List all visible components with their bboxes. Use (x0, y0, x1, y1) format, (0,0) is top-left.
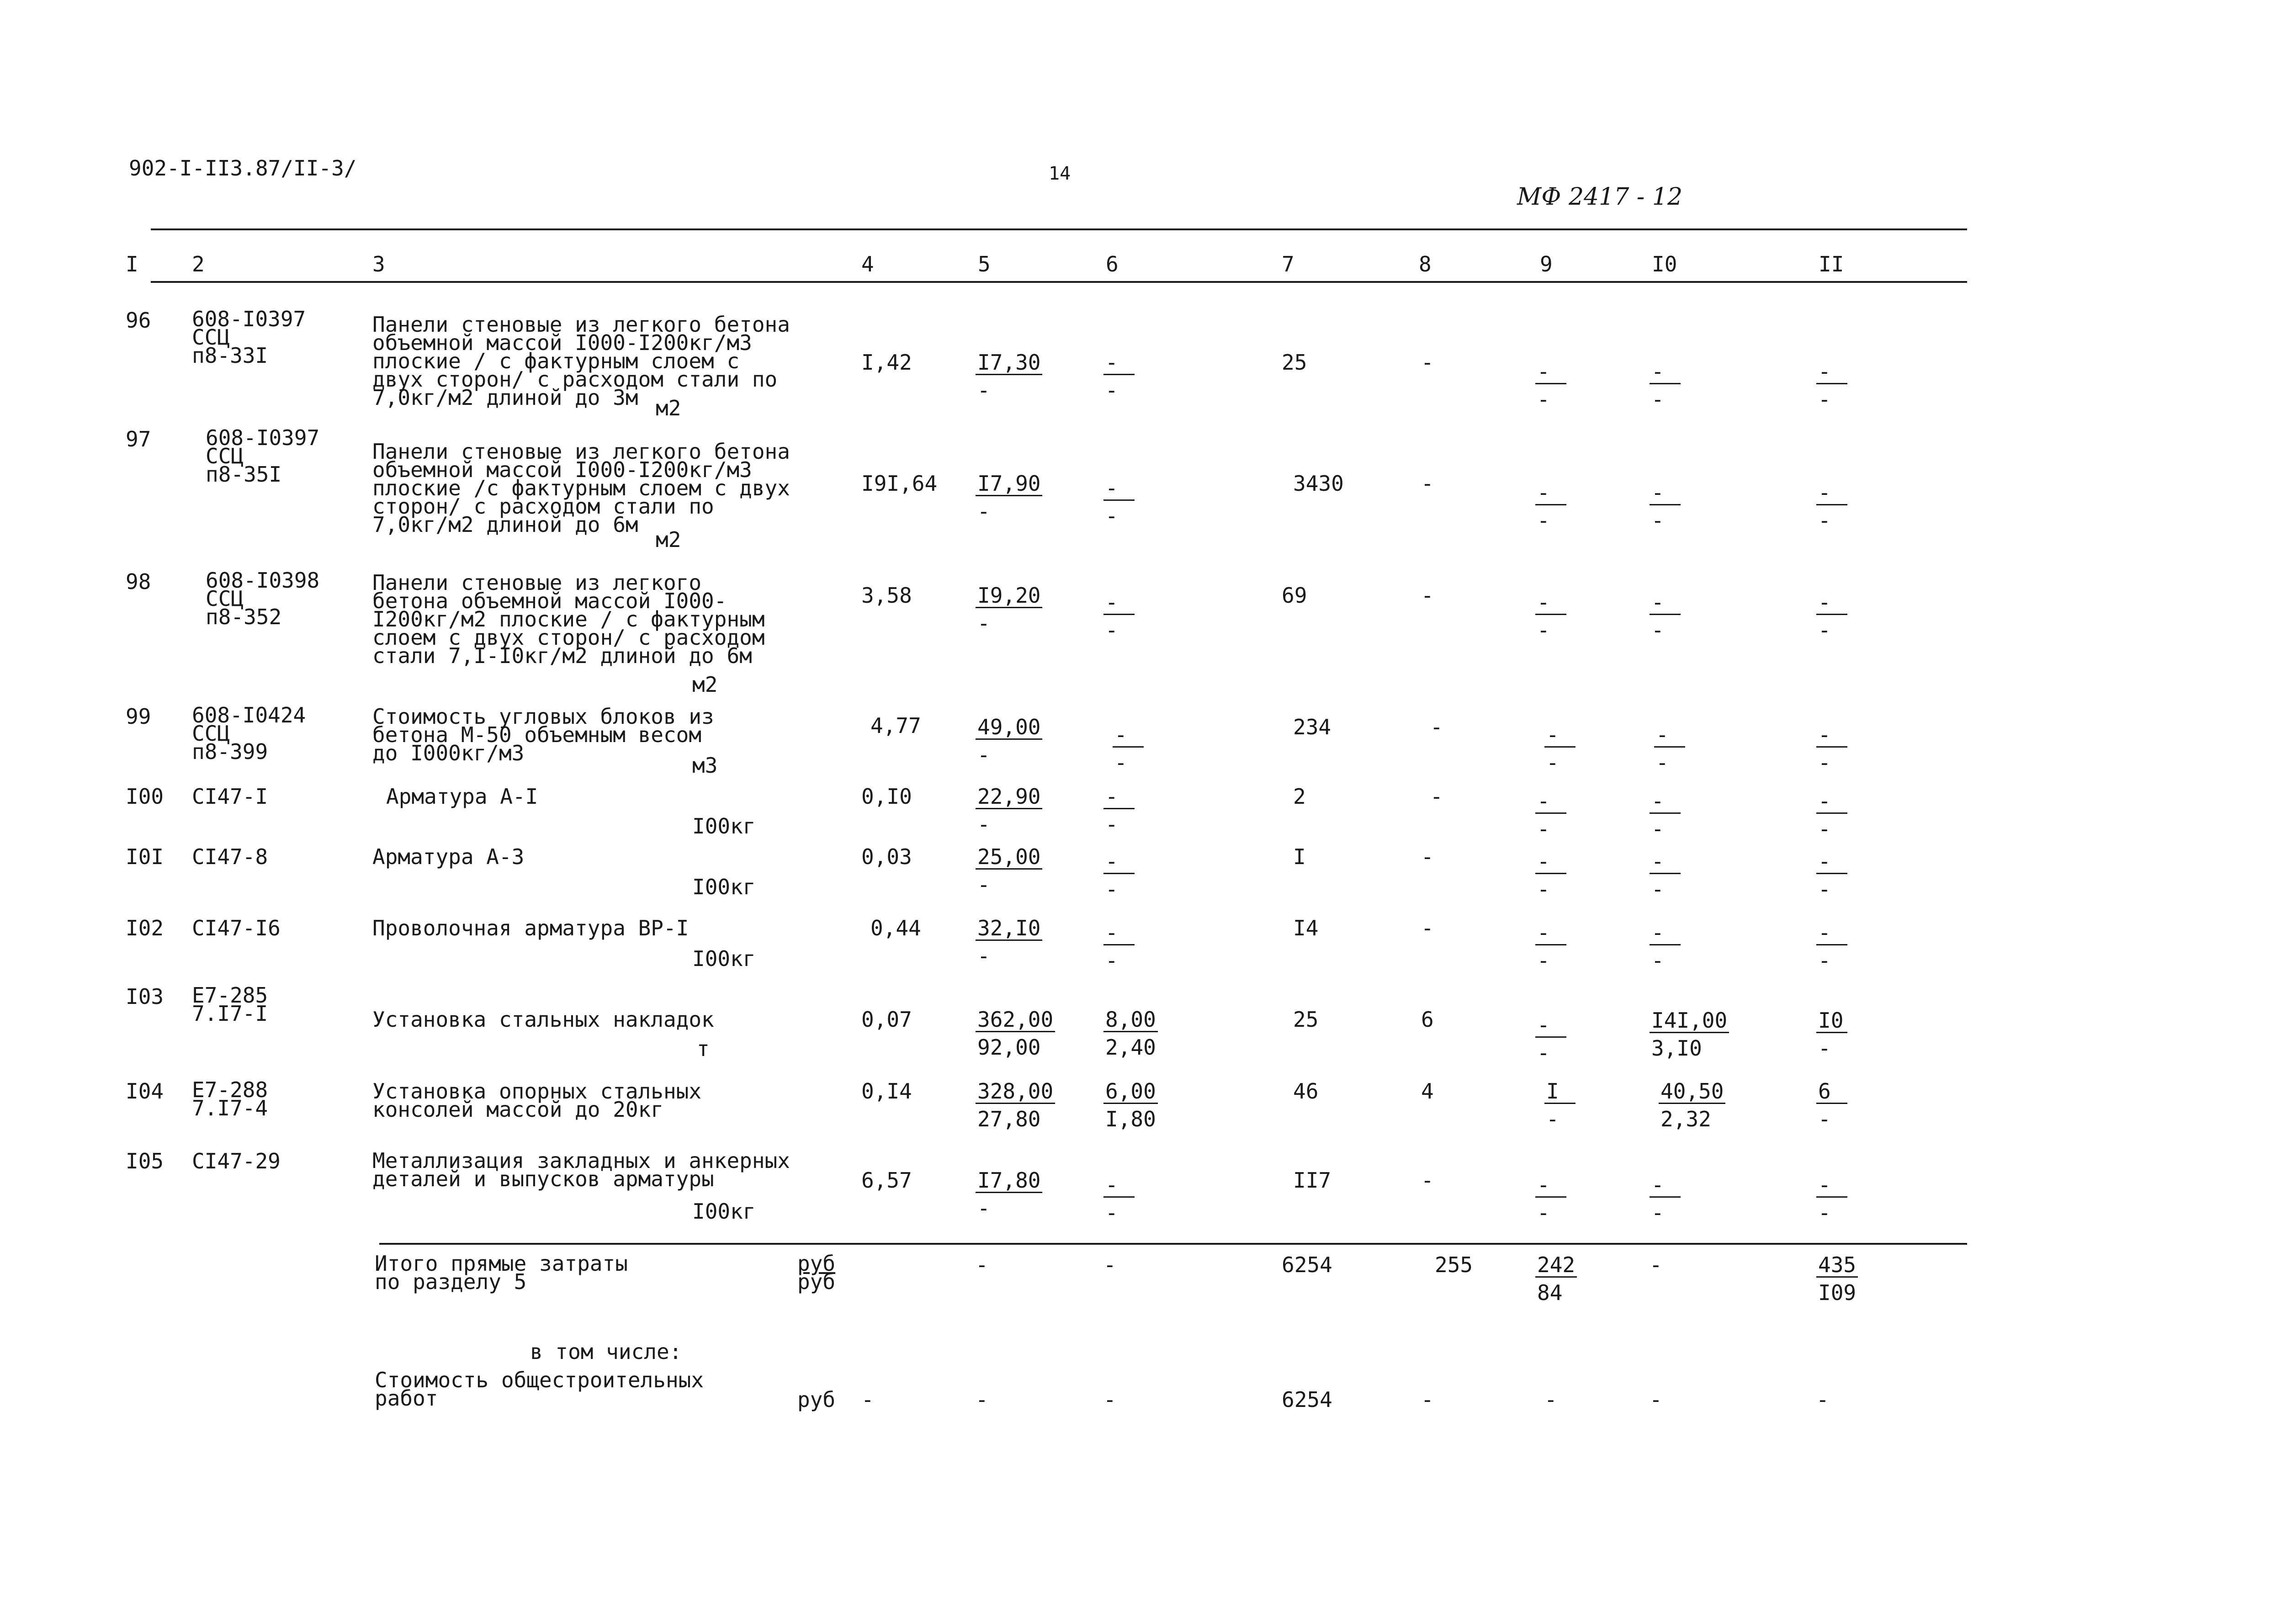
row-number: 97 (126, 427, 151, 451)
col10-value: - - (1650, 791, 1681, 839)
col11-value: - - (1816, 724, 1847, 773)
quantity: 0,07 (861, 1007, 912, 1032)
col6-value: - - (1113, 724, 1144, 773)
col8-value: 6 (1421, 1007, 1434, 1032)
col8-value: - (1421, 583, 1434, 608)
unit-price: $\frac{328,00}{27,80}$ (976, 1081, 1055, 1130)
column-header: I (126, 252, 138, 276)
total-cost: 3430 (1293, 471, 1344, 496)
col6-value: - - (1103, 352, 1135, 401)
unit: т (697, 1036, 710, 1061)
col9-value: I - (1544, 1081, 1575, 1130)
total-cost: I (1293, 844, 1306, 869)
general-works-unit: руб (797, 1387, 836, 1412)
col9-value: - - (1544, 724, 1575, 773)
row-number: 99 (126, 704, 151, 729)
row-number: I00 (126, 784, 164, 809)
row-number: 96 (126, 308, 151, 333)
quantity: 0,I4 (861, 1079, 912, 1104)
unit: м2 (656, 527, 681, 552)
totals-col10: - (1650, 1252, 1662, 1277)
col6-value: $\frac{6,00}{I,80}$ (1103, 1081, 1158, 1130)
column-header: 6 (1106, 252, 1119, 276)
col9-value: - - (1535, 1014, 1566, 1063)
work-description: Панели стеновые из легкого бетона объемной массой I000-I200кг/м3 плоские / с фактурным слоем с двух сторон/ с расходом стали по 7,0кг/м2 длиной до 3м (372, 312, 790, 410)
work-description: Панели стеновые из легкого бетона объемной массой I000-I200кг/м3 плоские /с фактурным слоем с двух сторон/ с расходом стали по 7,0кг/м2 длиной до 6м (372, 439, 790, 537)
general-works-col9: - (1544, 1387, 1557, 1412)
col11-value: - - (1816, 1174, 1847, 1223)
unit: I00кг (692, 946, 756, 971)
totals-col11: $\frac{435}{I09}$ (1816, 1254, 1858, 1303)
unit-price: $\frac{362,00}{92,00}$ (976, 1009, 1055, 1058)
unit: I00кг (692, 875, 756, 899)
work-description: Установка стальных накладок (372, 1007, 714, 1032)
column-header: 4 (861, 252, 874, 276)
unit-price: 25,00 - (976, 846, 1042, 895)
col6-value: - - (1103, 478, 1135, 526)
norm-code: 608-I0397 ССЦ п8-35I (206, 425, 320, 487)
unit: I00кг (692, 814, 756, 839)
unit: м3 (692, 753, 718, 778)
col10-value: - - (1650, 1174, 1681, 1223)
column-header: 2 (192, 252, 205, 276)
table-header-rule (151, 281, 1967, 283)
total-cost: 234 (1293, 715, 1331, 739)
column-header: 3 (372, 252, 385, 276)
table-top-rule (151, 228, 1967, 230)
quantity: I9I,64 (861, 471, 938, 496)
norm-code: CI47-29 (192, 1149, 281, 1173)
row-number: I03 (126, 984, 164, 1009)
col10-value: $\frac{I4I,00}{3,I0}$ (1650, 1010, 1729, 1059)
totals-col5: - (976, 1252, 988, 1277)
col10-value: - - (1650, 922, 1681, 971)
col8-value: - (1430, 784, 1443, 809)
totals-col9: $\frac{242}{84}$ (1535, 1254, 1577, 1303)
col9-value: - - (1535, 922, 1566, 971)
col8-value: - (1430, 715, 1443, 739)
quantity: 6,57 (861, 1168, 912, 1193)
totals-unit: руб руб (797, 1251, 836, 1294)
table-totals-rule (379, 1243, 1967, 1245)
col6-value: - - (1103, 786, 1135, 835)
unit-price: 49,00 - (976, 716, 1042, 765)
quantity: I,42 (861, 350, 912, 375)
col6-value: $\frac{8,00}{2,40}$ (1103, 1009, 1158, 1058)
col10-value: - - (1650, 851, 1681, 900)
total-cost: 25 (1282, 350, 1307, 375)
general-works-col7: 6254 (1282, 1387, 1332, 1412)
page-number: 14 (1049, 163, 1071, 184)
col9-value: - - (1535, 791, 1566, 839)
including-label: в том числе: (530, 1339, 682, 1364)
column-header: II (1819, 252, 1844, 276)
general-works-col4: - (861, 1387, 874, 1412)
work-description: Арматура А-3 (372, 844, 525, 869)
totals-col7: 6254 (1282, 1252, 1332, 1277)
quantity: 4,77 (870, 713, 921, 738)
general-works-col11: - (1816, 1387, 1829, 1412)
quantity: 0,I0 (861, 784, 912, 809)
norm-code: 608-I0398 ССЦ п8-352 (206, 568, 320, 629)
norm-code: CI47-I6 (192, 916, 281, 940)
work-description: Арматура А-I (386, 784, 538, 809)
row-number: I04 (126, 1079, 164, 1104)
col11-value: 6 - (1816, 1081, 1847, 1130)
col8-value: - (1421, 1168, 1434, 1193)
quantity: 0,44 (870, 916, 921, 940)
work-description: Проволочная арматура ВР-I (372, 916, 689, 940)
unit: I00кг (692, 1199, 756, 1224)
totals-col6: - (1103, 1252, 1116, 1277)
column-header: 5 (978, 252, 991, 276)
col9-value: - - (1535, 592, 1566, 641)
unit: м2 (656, 396, 681, 420)
column-header: I0 (1652, 252, 1677, 276)
col8-value: - (1421, 471, 1434, 496)
col9-value: - - (1535, 851, 1566, 900)
general-works-label: Стоимость общестроительных работ (375, 1368, 704, 1411)
row-number: I0I (126, 844, 164, 869)
quantity: 0,03 (861, 844, 912, 869)
unit: м2 (692, 672, 718, 697)
total-cost: I4 (1293, 916, 1319, 940)
col6-value: - - (1103, 851, 1135, 900)
col6-value: - - (1103, 922, 1135, 971)
col6-value: - - (1103, 1174, 1135, 1223)
total-cost: II7 (1293, 1168, 1331, 1193)
col10-value: $\frac{40,50}{2,32}$ (1659, 1081, 1725, 1130)
col10-value: - - (1654, 724, 1685, 773)
col6-value: - - (1103, 592, 1135, 641)
col11-value: - - (1816, 482, 1847, 531)
col11-value: I0 - (1816, 1010, 1847, 1059)
col9-value: - - (1535, 1174, 1566, 1223)
row-number: 98 (126, 569, 151, 594)
unit-price: 32,I0 - (976, 918, 1042, 966)
total-cost: 2 (1293, 784, 1306, 809)
row-number: I02 (126, 916, 164, 940)
col9-value: - - (1535, 482, 1566, 531)
unit-price: 22,90 - (976, 786, 1042, 835)
general-works-col5: - (976, 1387, 988, 1412)
row-number: I05 (126, 1149, 164, 1173)
unit-price: I7,80 - (976, 1170, 1042, 1219)
general-works-col10: - (1650, 1387, 1662, 1412)
norm-code: 608-I0397 ССЦ п8-33I (192, 307, 306, 368)
col11-value: - - (1816, 361, 1847, 410)
quantity: 3,58 (861, 583, 912, 608)
document-code: 902-I-II3.87/II-3/ (129, 156, 357, 180)
general-works-col6: - (1103, 1387, 1116, 1412)
norm-code: E7-285 7.I7-I (192, 983, 268, 1026)
norm-code: CI47-I (192, 784, 268, 809)
work-description: Металлизация закладных и анкерных деталей и выпусков арматуры (372, 1148, 790, 1191)
col8-value: - (1421, 350, 1434, 375)
work-description: Панели стеновые из легкого бетона объемной массой I000- I200кг/м2 плоские / с фактурным слоем с двух сторон/ с расходом стали 7,I-I0кг/м2 длиной до 6м (372, 570, 765, 668)
unit-price: I9,20 - (976, 585, 1042, 634)
column-header: 8 (1419, 252, 1432, 276)
col11-value: - - (1816, 791, 1847, 839)
col8-value: 4 (1421, 1079, 1434, 1104)
norm-code: CI47-8 (192, 844, 268, 869)
work-description: Стоимость угловых блоков из бетона М-50 объемным весом до I000кг/м3 (372, 704, 714, 765)
col10-value: - - (1650, 592, 1681, 641)
col11-value: - - (1816, 851, 1847, 900)
col9-value: - - (1535, 361, 1566, 410)
totals-label: Итого прямые затраты по разделу 5 (375, 1251, 628, 1294)
col8-value: - (1421, 916, 1434, 940)
general-works-col8: - (1421, 1387, 1434, 1412)
totals-col8: 255 (1435, 1252, 1473, 1277)
col8-value: - (1421, 844, 1434, 869)
col10-value: - - (1650, 361, 1681, 410)
norm-code: 608-I0424 ССЦ п8-399 (192, 703, 306, 764)
total-cost: 69 (1282, 583, 1307, 608)
norm-code: E7-288 7.I7-4 (192, 1077, 268, 1120)
col11-value: - - (1816, 592, 1847, 641)
unit-price: I7,30 - (976, 352, 1042, 401)
work-description: Установка опорных стальных консолей массой до 20кг (372, 1079, 702, 1122)
unit-price: I7,90 - (976, 473, 1042, 522)
archive-stamp: МФ 2417 - 12 (1517, 183, 1683, 211)
column-header: 7 (1282, 252, 1294, 276)
total-cost: 25 (1293, 1007, 1319, 1032)
col11-value: - - (1816, 922, 1847, 971)
column-header: 9 (1540, 252, 1553, 276)
col10-value: - - (1650, 482, 1681, 531)
total-cost: 46 (1293, 1079, 1319, 1104)
